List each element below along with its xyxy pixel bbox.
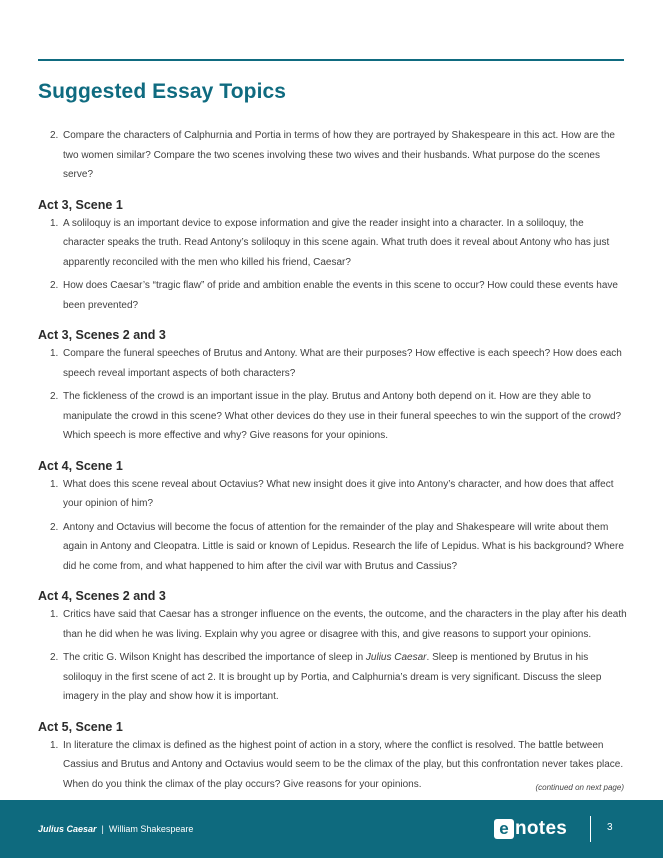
- topic-list: [38, 605, 628, 707]
- section-act3-scene1: [38, 189, 628, 316]
- item-text-before: The critic G. Wilson Knight has described the importance of sleep in: [63, 652, 366, 663]
- item-text: Compare the funeral speeches of Brutus and Antony. What are their purposes? How effective is each speech? How does each speech reveal important aspects of both characters?: [63, 348, 622, 379]
- item-text: Critics have said that Caesar has a stronger influence on the events, the outcome, and the characters in the play after his death than he did when he was living. Explain why you agree or disagree with this, and give reasons to support your opinions.: [63, 609, 627, 640]
- item-number: 1.: [50, 739, 59, 751]
- item-number: 2.: [50, 521, 59, 533]
- footer-divider: [590, 816, 591, 842]
- item-text: What does this scene reveal about Octavius? What new insight does it give into Antony’s character, and how does that affect your opinion of him?: [63, 478, 614, 509]
- section-heading: Act 3, Scenes 2 and 3: [38, 328, 166, 342]
- item-text: The fickleness of the crowd is an important issue in the play. Brutus and Antony both depend on it. How are they able to manipulate the crowd in this scene? What other devices do they use in their funeral speeches to win the support of the crowd? Which speech is more effective and why? Give reasons for your opinions.: [63, 391, 622, 441]
- list-item: [38, 387, 628, 446]
- section-heading: Act 5, Scene 1: [38, 719, 123, 734]
- logo-e-icon: e: [494, 819, 514, 839]
- section-act4-scenes2-3: [38, 580, 628, 707]
- footer-separator: |: [101, 824, 104, 834]
- list-item: [38, 344, 628, 383]
- continued-note: (continued on next page): [535, 783, 624, 792]
- item-text: Compare the characters of Calphurnia and Portia in terms of how they are portrayed by Shakespeare in this act. How are the two women similar? Compare the two scenes involving these two wives and their husbands. What purpose do the scenes serve?: [63, 130, 615, 180]
- item-number: 2.: [50, 130, 59, 141]
- item-text: How does Caesar’s “tragic flaw” of pride and ambition enable the events in this scene to occur? How could these events have been prevented?: [63, 280, 618, 311]
- section-heading: Act 3, Scene 1: [38, 197, 123, 212]
- item-text: A soliloquy is an important device to expose information and give the reader insight into a character. In a soliloquy, the character speaks the truth. Read Antony’s soliloquy in this scene again. What truth does it reveal about Antony who has just apparently reconciled with the men who killed his friend, Caesar?: [63, 217, 610, 268]
- item-number: 2.: [50, 652, 59, 663]
- list-item: [38, 214, 628, 273]
- essay-topics-content: [38, 126, 628, 798]
- list-item: [38, 605, 628, 644]
- item-number: 1.: [50, 217, 59, 229]
- list-item: [38, 126, 628, 185]
- topic-list: [38, 214, 628, 316]
- item-number: 1.: [50, 609, 59, 620]
- item-number: 1.: [50, 478, 59, 490]
- section-act5-scene1: [38, 711, 628, 795]
- item-text: [63, 652, 601, 702]
- list-item: [38, 475, 628, 514]
- list-item: [38, 518, 628, 577]
- item-text-after: . Sleep is mentioned by Brutus in his soliloquy in the first scene of act 2. It is brought up by Portia, and Calphurnia’s dream is very significant. Discuss the sleep imagery in the play and show how it is important.: [63, 652, 602, 702]
- list-item: [38, 648, 628, 707]
- top-rule: [38, 59, 624, 61]
- footer-book-info: [38, 824, 193, 834]
- logo-wordmark: notes: [515, 818, 568, 839]
- item-text: Antony and Octavius will become the focus of attention for the remainder of the play and Shakespeare will write about them again in Antony and Cleopatra. Little is said or known of Lepidus. Research the life of Lepidus. What is his background? Where did he come from, and what happened to him after the civil war with Brutus and Cassius?: [63, 521, 624, 572]
- section-act3-scenes2-3: [38, 319, 628, 446]
- book-title: Julius Caesar: [38, 824, 97, 834]
- book-author: William Shakespeare: [108, 824, 194, 834]
- item-number: 2.: [50, 280, 59, 291]
- topic-list: [38, 475, 628, 577]
- page-number: 3: [607, 822, 613, 833]
- section-heading: Act 4, Scenes 2 and 3: [38, 589, 166, 603]
- play-title-italic: Julius Caesar: [365, 652, 427, 663]
- page-title: Suggested Essay Topics: [38, 80, 287, 103]
- item-number: 2.: [50, 391, 59, 402]
- section-heading: Act 4, Scene 1: [38, 458, 123, 473]
- intro-list: [38, 126, 628, 185]
- list-item: [38, 276, 628, 315]
- enotes-logo: [494, 817, 567, 841]
- item-text: In literature the climax is defined as the highest point of action in a story, where the conflict is resolved. The battle between Cassius and Brutus and Antony and Octavius would seem to be the climax of the play, but this confrontation never takes place. When do you think the climax of the play occurs? Give reasons for your opinions.: [63, 739, 624, 790]
- section-act4-scene1: [38, 450, 628, 577]
- page-footer: [0, 800, 663, 858]
- topic-list: [38, 344, 628, 446]
- item-number: 1.: [50, 348, 59, 359]
